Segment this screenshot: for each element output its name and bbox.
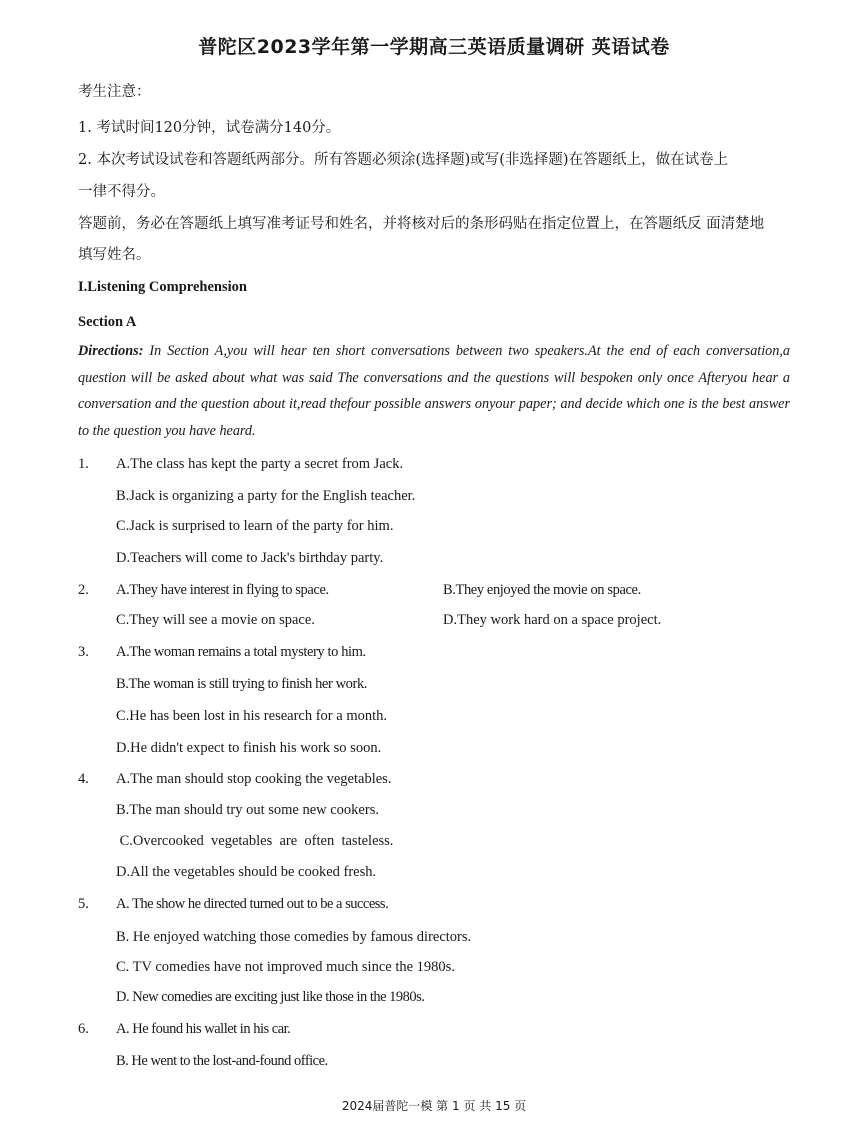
section-heading: Section A	[78, 314, 137, 330]
question-number: 1.	[78, 456, 89, 472]
option: D. New comedies are exciting just like those in the 1980s.	[116, 989, 425, 1005]
option: B. He enjoyed watching those comedies by famous directors.	[116, 929, 472, 945]
page-footer: 2024届普陀一模 第 1 页 共 15 页	[341, 1099, 527, 1113]
option: D.He didn't expect to finish his work so soon.	[116, 740, 382, 756]
option: C.They will see a movie on space.	[116, 612, 315, 628]
option: C.Overcooked vegetables are often tasteless.	[116, 833, 394, 849]
option: D.They work hard on a space project.	[443, 612, 662, 628]
option: B.They enjoyed the movie on space.	[443, 582, 641, 598]
option: D.Teachers will come to Jack's birthday party.	[116, 550, 384, 566]
directions-label: Directions:	[78, 343, 144, 359]
option: C. TV comedies have not improved much since the 1980s.	[116, 959, 455, 975]
page-title: 普陀区2023学年第一学期高三英语质量调研 英语试卷	[198, 36, 670, 58]
option: C.Jack is surprised to learn of the party for him.	[116, 518, 394, 534]
question-number: 3.	[78, 644, 89, 660]
option: A. He found his wallet in his car.	[116, 1021, 291, 1037]
option: B.Jack is organizing a party for the English teacher.	[116, 488, 416, 504]
option: C.He has been lost in his research for a month.	[116, 708, 387, 724]
notice-item-1: 1. 考试时间120分钟，试卷满分140分。	[78, 120, 341, 136]
option: A.The man should stop cooking the vegetables.	[116, 771, 392, 787]
notice-heading: 考生注意：	[78, 84, 151, 100]
question-number: 6.	[78, 1021, 89, 1037]
notice-item-2-cont: 一律不得分。	[78, 184, 165, 200]
directions-text: In Section A,you will hear ten short conversations between two speakers.At the end of each conversation,a question will be asked about what was said The conversations and the questions will bespoken only once Afteryou hear a conversation and the question about it,read thefour possible answers onyour paper; and decide which one is the best answer to the question you have heard.	[78, 343, 790, 439]
option: A.They have interest in flying to space.	[116, 582, 329, 598]
option: B.The woman is still trying to finish her work.	[116, 676, 368, 692]
question-number: 4.	[78, 771, 89, 787]
option: D.All the vegetables should be cooked fresh.	[116, 864, 377, 880]
option: B.The man should try out some new cookers.	[116, 802, 379, 818]
option: A. The show he directed turned out to be a success.	[116, 896, 389, 912]
question-number: 5.	[78, 896, 89, 912]
directions	[78, 338, 790, 444]
option: B. He went to the lost-and-found office.	[116, 1053, 328, 1069]
notice-item-3-cont: 填写姓名。	[78, 247, 151, 263]
option: A.The woman remains a total mystery to him.	[116, 644, 366, 660]
question-number: 2.	[78, 582, 89, 598]
notice-item-3: 答题前，务必在答题纸上填写准考证号和姓名，并将核对后的条形码贴在指定位置上，在答题纸反 面清楚地	[78, 216, 765, 232]
notice-item-2: 2. 本次考试设试卷和答题纸两部分。所有答题必须涂(选择题)或写(非选择题)在答题纸上，做在试卷上	[78, 152, 729, 168]
part-heading: I.Listening Comprehension	[78, 279, 247, 295]
option: A.The class has kept the party a secret from Jack.	[116, 456, 404, 472]
